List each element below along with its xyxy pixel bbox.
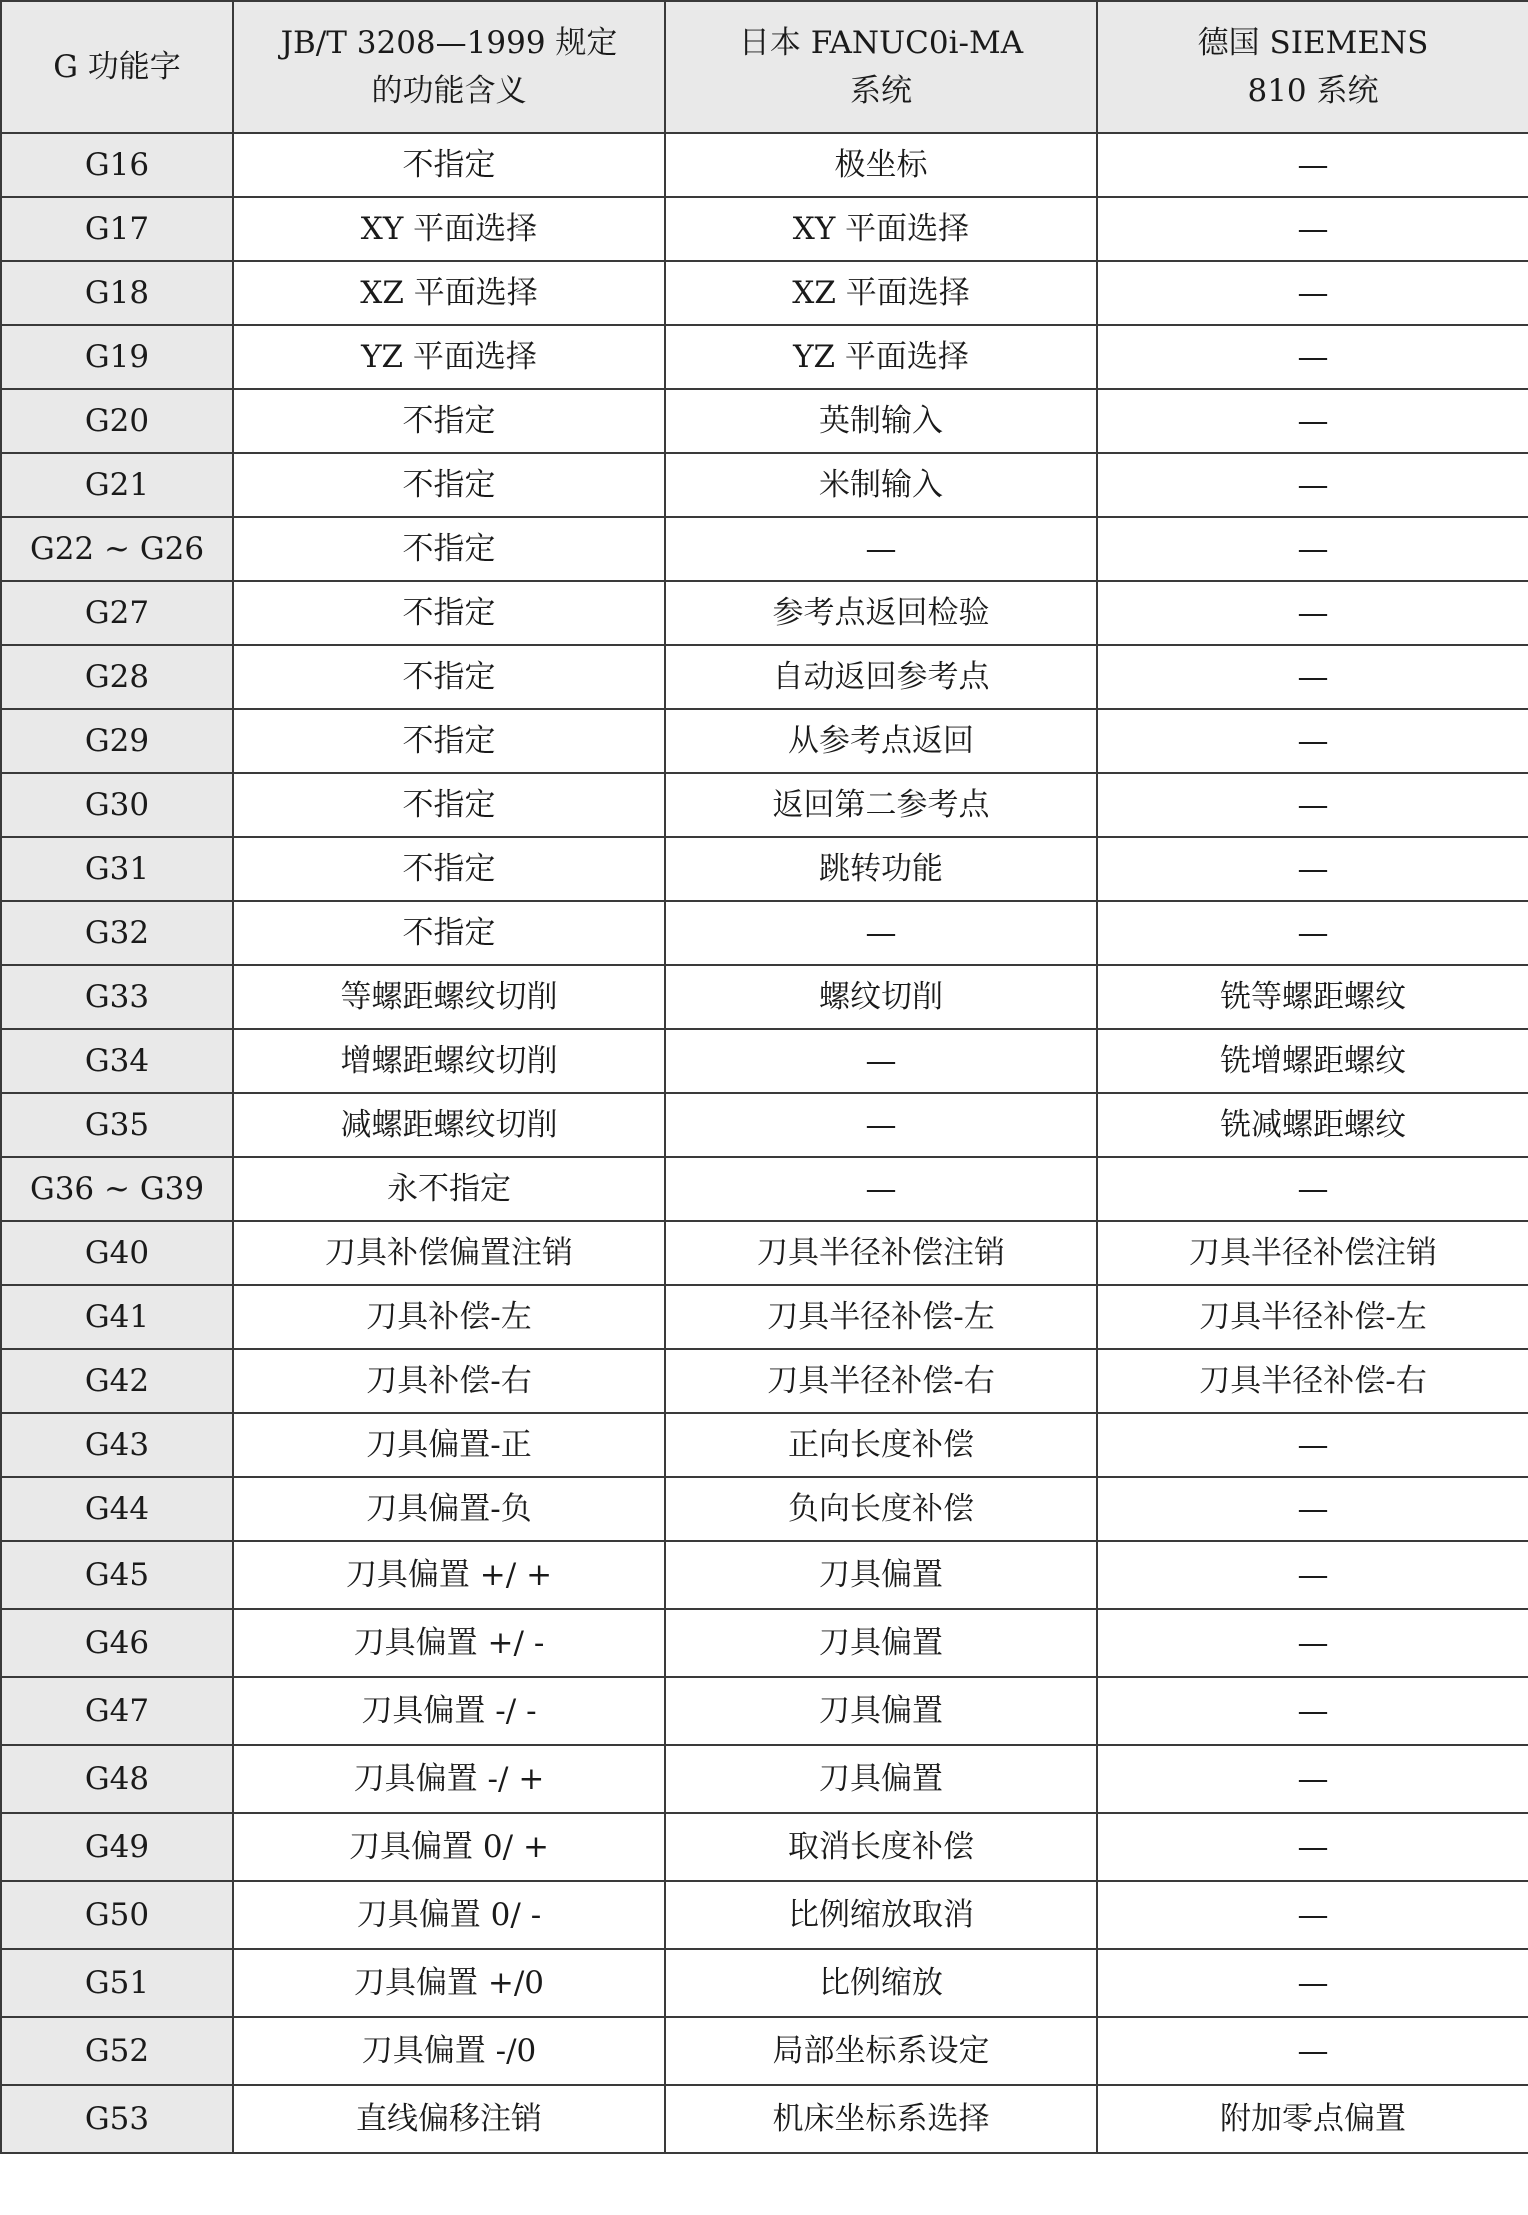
fanuc-cell: — — [665, 1093, 1097, 1157]
g-code-cell: G51 — [1, 1949, 233, 2017]
header-fanuc-system — [665, 1, 1097, 133]
jbt-meaning-cell: 刀具偏置 +/ + — [233, 1541, 665, 1609]
g-code-cell: G17 — [1, 197, 233, 261]
fanuc-cell: — — [665, 1157, 1097, 1221]
jbt-meaning-cell: 刀具偏置 0/ + — [233, 1813, 665, 1881]
header-line: 系统 — [850, 73, 912, 109]
siemens-cell: — — [1097, 837, 1528, 901]
g-code-cell: G31 — [1, 837, 233, 901]
g-code-cell: G45 — [1, 1541, 233, 1609]
g-code-cell: G49 — [1, 1813, 233, 1881]
jbt-meaning-cell: 刀具偏置 0/ - — [233, 1881, 665, 1949]
jbt-meaning-cell: 刀具补偿-右 — [233, 1349, 665, 1413]
fanuc-cell: 参考点返回检验 — [665, 581, 1097, 645]
table-row — [1, 1541, 1528, 1609]
jbt-meaning-cell: 直线偏移注销 — [233, 2085, 665, 2153]
table-row — [1, 1609, 1528, 1677]
g-code-cell: G22 ~ G26 — [1, 517, 233, 581]
table-row — [1, 773, 1528, 837]
table-row — [1, 1285, 1528, 1349]
siemens-cell: — — [1097, 1745, 1528, 1813]
fanuc-cell: 负向长度补偿 — [665, 1477, 1097, 1541]
jbt-meaning-cell: 减螺距螺纹切削 — [233, 1093, 665, 1157]
table-row — [1, 1093, 1528, 1157]
siemens-cell: — — [1097, 197, 1528, 261]
siemens-cell: — — [1097, 581, 1528, 645]
fanuc-cell: 刀具偏置 — [665, 1745, 1097, 1813]
g-code-cell: G32 — [1, 901, 233, 965]
jbt-meaning-cell: 不指定 — [233, 709, 665, 773]
fanuc-cell: — — [665, 901, 1097, 965]
fanuc-cell: 刀具偏置 — [665, 1609, 1097, 1677]
table-row — [1, 1413, 1528, 1477]
header-jbt-meaning — [233, 1, 665, 133]
header-row — [1, 1, 1528, 133]
table-row — [1, 2017, 1528, 2085]
table-body — [1, 133, 1528, 2153]
g-code-cell: G18 — [1, 261, 233, 325]
siemens-cell: 刀具半径补偿-右 — [1097, 1349, 1528, 1413]
siemens-cell: — — [1097, 1813, 1528, 1881]
g-code-cell: G20 — [1, 389, 233, 453]
fanuc-cell: XY 平面选择 — [665, 197, 1097, 261]
siemens-cell: — — [1097, 453, 1528, 517]
siemens-cell: — — [1097, 1609, 1528, 1677]
table-row — [1, 517, 1528, 581]
siemens-cell: — — [1097, 1541, 1528, 1609]
table-row — [1, 1949, 1528, 2017]
table-row — [1, 325, 1528, 389]
fanuc-cell: 比例缩放取消 — [665, 1881, 1097, 1949]
g-code-cell: G28 — [1, 645, 233, 709]
g-code-cell: G21 — [1, 453, 233, 517]
jbt-meaning-cell: 刀具偏置 +/ - — [233, 1609, 665, 1677]
table-row — [1, 1349, 1528, 1413]
table-row — [1, 581, 1528, 645]
fanuc-cell: 英制输入 — [665, 389, 1097, 453]
siemens-cell: — — [1097, 325, 1528, 389]
g-code-cell: G27 — [1, 581, 233, 645]
siemens-cell: — — [1097, 2017, 1528, 2085]
jbt-meaning-cell: 刀具偏置 +/0 — [233, 1949, 665, 2017]
fanuc-cell: 从参考点返回 — [665, 709, 1097, 773]
header-line: 810 系统 — [1247, 73, 1379, 109]
table-row — [1, 261, 1528, 325]
siemens-cell: 铣减螺距螺纹 — [1097, 1093, 1528, 1157]
fanuc-cell: 极坐标 — [665, 133, 1097, 197]
siemens-cell: — — [1097, 1157, 1528, 1221]
siemens-cell: 刀具半径补偿-左 — [1097, 1285, 1528, 1349]
fanuc-cell: 刀具半径补偿-左 — [665, 1285, 1097, 1349]
siemens-cell: 铣增螺距螺纹 — [1097, 1029, 1528, 1093]
g-code-cell: G30 — [1, 773, 233, 837]
siemens-cell: — — [1097, 1477, 1528, 1541]
g-code-cell: G46 — [1, 1609, 233, 1677]
jbt-meaning-cell: 刀具补偿-左 — [233, 1285, 665, 1349]
jbt-meaning-cell: XY 平面选择 — [233, 197, 665, 261]
g-code-cell: G53 — [1, 2085, 233, 2153]
siemens-cell: — — [1097, 1677, 1528, 1745]
table-row — [1, 1745, 1528, 1813]
header-line: JB/T 3208—1999 规定 — [280, 24, 618, 61]
fanuc-cell: 自动返回参考点 — [665, 645, 1097, 709]
table-row — [1, 453, 1528, 517]
table-row — [1, 901, 1528, 965]
fanuc-cell: 刀具偏置 — [665, 1541, 1097, 1609]
jbt-meaning-cell: XZ 平面选择 — [233, 261, 665, 325]
table-row — [1, 197, 1528, 261]
fanuc-cell: YZ 平面选择 — [665, 325, 1097, 389]
fanuc-cell: 正向长度补偿 — [665, 1413, 1097, 1477]
g-code-cell: G48 — [1, 1745, 233, 1813]
jbt-meaning-cell: 不指定 — [233, 581, 665, 645]
fanuc-cell: 刀具半径补偿注销 — [665, 1221, 1097, 1285]
siemens-cell: — — [1097, 133, 1528, 197]
siemens-cell: 附加零点偏置 — [1097, 2085, 1528, 2153]
g-code-cell: G43 — [1, 1413, 233, 1477]
siemens-cell: — — [1097, 261, 1528, 325]
g-code-cell: G16 — [1, 133, 233, 197]
g-code-cell: G19 — [1, 325, 233, 389]
jbt-meaning-cell: 不指定 — [233, 453, 665, 517]
table-row — [1, 965, 1528, 1029]
siemens-cell: — — [1097, 1881, 1528, 1949]
g-code-cell: G44 — [1, 1477, 233, 1541]
siemens-cell: — — [1097, 901, 1528, 965]
table-row — [1, 1157, 1528, 1221]
table-row — [1, 1677, 1528, 1745]
table-header — [1, 1, 1528, 133]
jbt-meaning-cell: 刀具偏置-正 — [233, 1413, 665, 1477]
table-row — [1, 1221, 1528, 1285]
g-code-cell: G50 — [1, 1881, 233, 1949]
fanuc-cell: 局部坐标系设定 — [665, 2017, 1097, 2085]
jbt-meaning-cell: YZ 平面选择 — [233, 325, 665, 389]
jbt-meaning-cell: 不指定 — [233, 389, 665, 453]
g-code-cell: G35 — [1, 1093, 233, 1157]
g-code-cell: G34 — [1, 1029, 233, 1093]
jbt-meaning-cell: 增螺距螺纹切削 — [233, 1029, 665, 1093]
header-line: 德国 SIEMENS — [1197, 24, 1429, 61]
g-code-cell: G52 — [1, 2017, 233, 2085]
fanuc-cell: 刀具偏置 — [665, 1677, 1097, 1745]
fanuc-cell: — — [665, 517, 1097, 581]
table-row — [1, 1881, 1528, 1949]
table-row — [1, 1813, 1528, 1881]
fanuc-cell: 刀具半径补偿-右 — [665, 1349, 1097, 1413]
fanuc-cell: 比例缩放 — [665, 1949, 1097, 2017]
fanuc-cell: 取消长度补偿 — [665, 1813, 1097, 1881]
siemens-cell: — — [1097, 1413, 1528, 1477]
fanuc-cell: 跳转功能 — [665, 837, 1097, 901]
jbt-meaning-cell: 刀具偏置 -/ + — [233, 1745, 665, 1813]
header-g-function-code — [1, 1, 233, 133]
fanuc-cell: — — [665, 1029, 1097, 1093]
jbt-meaning-cell: 刀具偏置 -/0 — [233, 2017, 665, 2085]
table-row — [1, 389, 1528, 453]
jbt-meaning-cell: 不指定 — [233, 645, 665, 709]
fanuc-cell: 返回第二参考点 — [665, 773, 1097, 837]
g-code-cell: G47 — [1, 1677, 233, 1745]
jbt-meaning-cell: 刀具补偿偏置注销 — [233, 1221, 665, 1285]
fanuc-cell: 螺纹切削 — [665, 965, 1097, 1029]
g-code-cell: G42 — [1, 1349, 233, 1413]
table-row — [1, 1477, 1528, 1541]
table-row — [1, 709, 1528, 773]
g-code-cell: G36 ~ G39 — [1, 1157, 233, 1221]
table-row — [1, 837, 1528, 901]
jbt-meaning-cell: 刀具偏置 -/ - — [233, 1677, 665, 1745]
jbt-meaning-cell: 永不指定 — [233, 1157, 665, 1221]
header-line: G 功能字 — [53, 48, 181, 85]
g-code-cell: G40 — [1, 1221, 233, 1285]
table-row — [1, 645, 1528, 709]
fanuc-cell: 机床坐标系选择 — [665, 2085, 1097, 2153]
jbt-meaning-cell: 不指定 — [233, 901, 665, 965]
table-row — [1, 133, 1528, 197]
siemens-cell: — — [1097, 517, 1528, 581]
header-line: 的功能含义 — [371, 73, 527, 109]
siemens-cell: — — [1097, 709, 1528, 773]
siemens-cell: 刀具半径补偿注销 — [1097, 1221, 1528, 1285]
jbt-meaning-cell: 不指定 — [233, 837, 665, 901]
g-code-cell: G41 — [1, 1285, 233, 1349]
siemens-cell: — — [1097, 773, 1528, 837]
jbt-meaning-cell: 等螺距螺纹切削 — [233, 965, 665, 1029]
jbt-meaning-cell: 不指定 — [233, 773, 665, 837]
header-siemens-system — [1097, 1, 1528, 133]
header-line: 日本 FANUC0i-MA — [738, 24, 1024, 61]
g-code-cell: G29 — [1, 709, 233, 773]
siemens-cell: — — [1097, 645, 1528, 709]
fanuc-cell: XZ 平面选择 — [665, 261, 1097, 325]
jbt-meaning-cell: 不指定 — [233, 133, 665, 197]
table-row — [1, 1029, 1528, 1093]
jbt-meaning-cell: 不指定 — [233, 517, 665, 581]
siemens-cell: 铣等螺距螺纹 — [1097, 965, 1528, 1029]
fanuc-cell: 米制输入 — [665, 453, 1097, 517]
g-code-cell: G33 — [1, 965, 233, 1029]
jbt-meaning-cell: 刀具偏置-负 — [233, 1477, 665, 1541]
table-row — [1, 2085, 1528, 2153]
siemens-cell: — — [1097, 1949, 1528, 2017]
siemens-cell: — — [1097, 389, 1528, 453]
